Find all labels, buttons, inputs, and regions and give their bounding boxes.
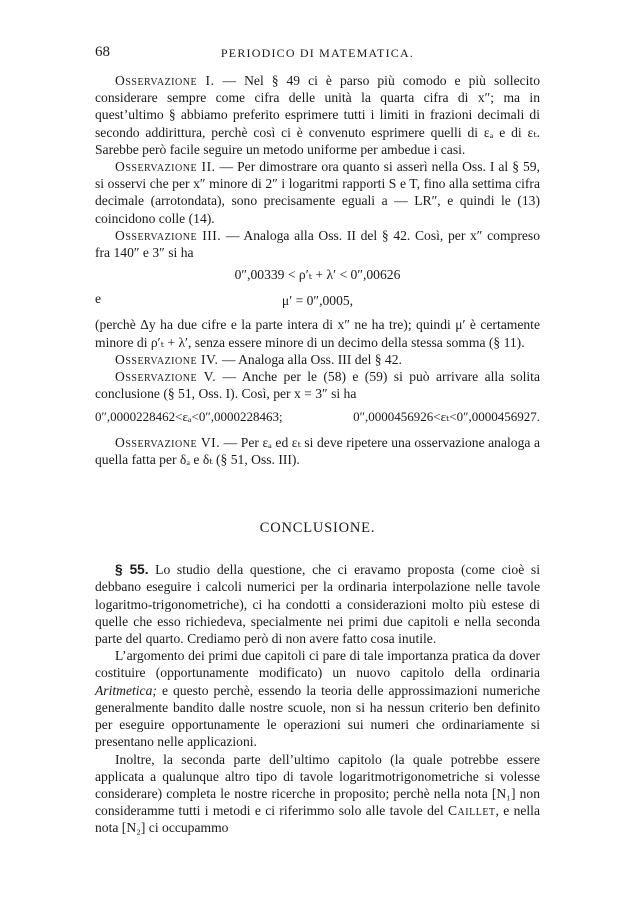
emphasis-arithmetic: Aritmetica; xyxy=(95,682,157,698)
observation-text: — Analoga alla Oss. II del § 42. Così, per x″ compreso fra 140″ e 3″ si ha xyxy=(95,227,540,261)
paragraph-text: Lo studio della questione, che ci eravamo proposta (come cioè si debbano eseguire i calcoli numerici per la ordinaria interpolazione nelle tavole logaritmo-trigonometriche), ci ha condotti a considerazioni molto più estese di quelle che esso richiedeva, specialmente nei primi due capitoli e nella seconda parte del quarto. Crediamo però di non avere fatto cosa inutile. xyxy=(95,562,540,647)
observation-label: Osservazione V. xyxy=(115,369,217,385)
observation-label: Osservazione III. xyxy=(115,227,222,243)
paragraph-text: , e nella nota [N₂] ci occupammo xyxy=(95,803,540,836)
observation-3-continued: (perchè Δy ha due cifre e la parte intera di x″ ne ha tre); quindi μ′ è certamente minore di ρ′ₜ + λ′, senza essere minore di un decimo della stessa somma (§ 11). xyxy=(95,317,540,350)
observation-text: — Anche per le (58) e (59) si può arrivare alla solita conclusione (§ 51, Oss. I). Così, per x = 3″ si ha xyxy=(95,369,540,402)
page-header xyxy=(95,44,540,64)
section-title: CONCLUSIONE. xyxy=(259,520,376,537)
observation-5 xyxy=(95,368,540,402)
equation-epsilon-t: 0″,0000456926<εₜ<0″,0000456927. xyxy=(353,409,540,425)
observation-1 xyxy=(95,72,540,158)
observation-label: Osservazione II. xyxy=(115,159,216,175)
observation-text: — Per εₐ ed εₜ si deve ripetere una osservazione analoga a quella fatta per δₐ e δₜ (§ 51, Oss. III). xyxy=(95,434,540,467)
paragraph-notes xyxy=(95,751,540,837)
paragraph-number: § 55. xyxy=(115,562,149,578)
equation-mu-formula: μ′ = 0″,0005, xyxy=(281,293,354,309)
paragraph-arithmetic xyxy=(95,647,540,750)
paragraph-text: Inoltre, la seconda parte dell’ultimo capitolo (la quale potrebbe essere applicata a qualunque altro tipo di tavole logaritmotrigonometriche si volesse considerare) completa le nostre ricerche in proposito; perchè nella nota [N₁] non consideramme tutti i metodi e ci riferimmo solo alle tavole del xyxy=(95,751,540,819)
observation-text: — Per dimostrare ora quanto si asserì nella Oss. I al § 59, si osservi che per x″ minore di 2″ i logaritmi rapporti S e T, fino alla settima cifra decimale (arrotondata), sono precisamente eguali a — LR″, e quindi le (13) coincidono colle (14). xyxy=(95,159,540,226)
observation-3 xyxy=(95,227,540,261)
observation-label: Osservazione IV. xyxy=(115,351,219,367)
paragraph-55 xyxy=(95,561,540,647)
observation-label: Osservazione I. xyxy=(115,73,215,88)
equation-epsilon-bounds xyxy=(95,408,540,425)
observation-4 xyxy=(95,351,540,368)
observation-label: Osservazione VI. xyxy=(115,434,221,450)
observation-6 xyxy=(95,434,540,468)
paragraph-text: e questo perchè, essendo la teoria delle approssimazioni numeriche generalmente bandito dalle nostre scuole, non si ha nessun criterio ben definito per eseguire opportunamente le operazioni sui numeri che ordinariamente si presentano nelle applicazioni. xyxy=(95,682,540,750)
observation-2 xyxy=(95,158,540,227)
observation-text: — Nel § 49 ci è parso più comodo e più sollecito considerare sempre come cifra delle unità la quarta cifra di x″; ma in quest’ultimo § abbiamo preferito esprimere tutti i limiti in frazioni decimali di secondo addirittura, perchè così ci è convenuto esprimere quelli di εₐ e di εₜ. Sarebbe però facile seguire un metodo uniforme per ambedue i casi. xyxy=(95,73,541,157)
author-name: Caillet xyxy=(447,803,496,819)
equation-connector: e xyxy=(95,291,102,307)
equation-mu xyxy=(95,288,540,308)
paragraph-text: L’argomento dei primi due capitoli ci pare di tale importanza pratica da dover costituire (opportunamente modificato) un nuovo capitolo della ordinaria xyxy=(95,648,540,681)
page-body xyxy=(95,72,540,837)
observation-text: — Analoga alla Oss. III del § 42. xyxy=(218,351,402,367)
running-title: PERIODICO DI MATEMATICA. xyxy=(220,46,415,60)
equation-inequality: 0″,00339 < ρ′ₜ + λ′ < 0″,00626 xyxy=(234,267,401,283)
equation-epsilon-a: 0″,0000228462<εₐ<0″,0000228463; xyxy=(95,409,283,425)
page-number: 68 xyxy=(95,44,110,60)
